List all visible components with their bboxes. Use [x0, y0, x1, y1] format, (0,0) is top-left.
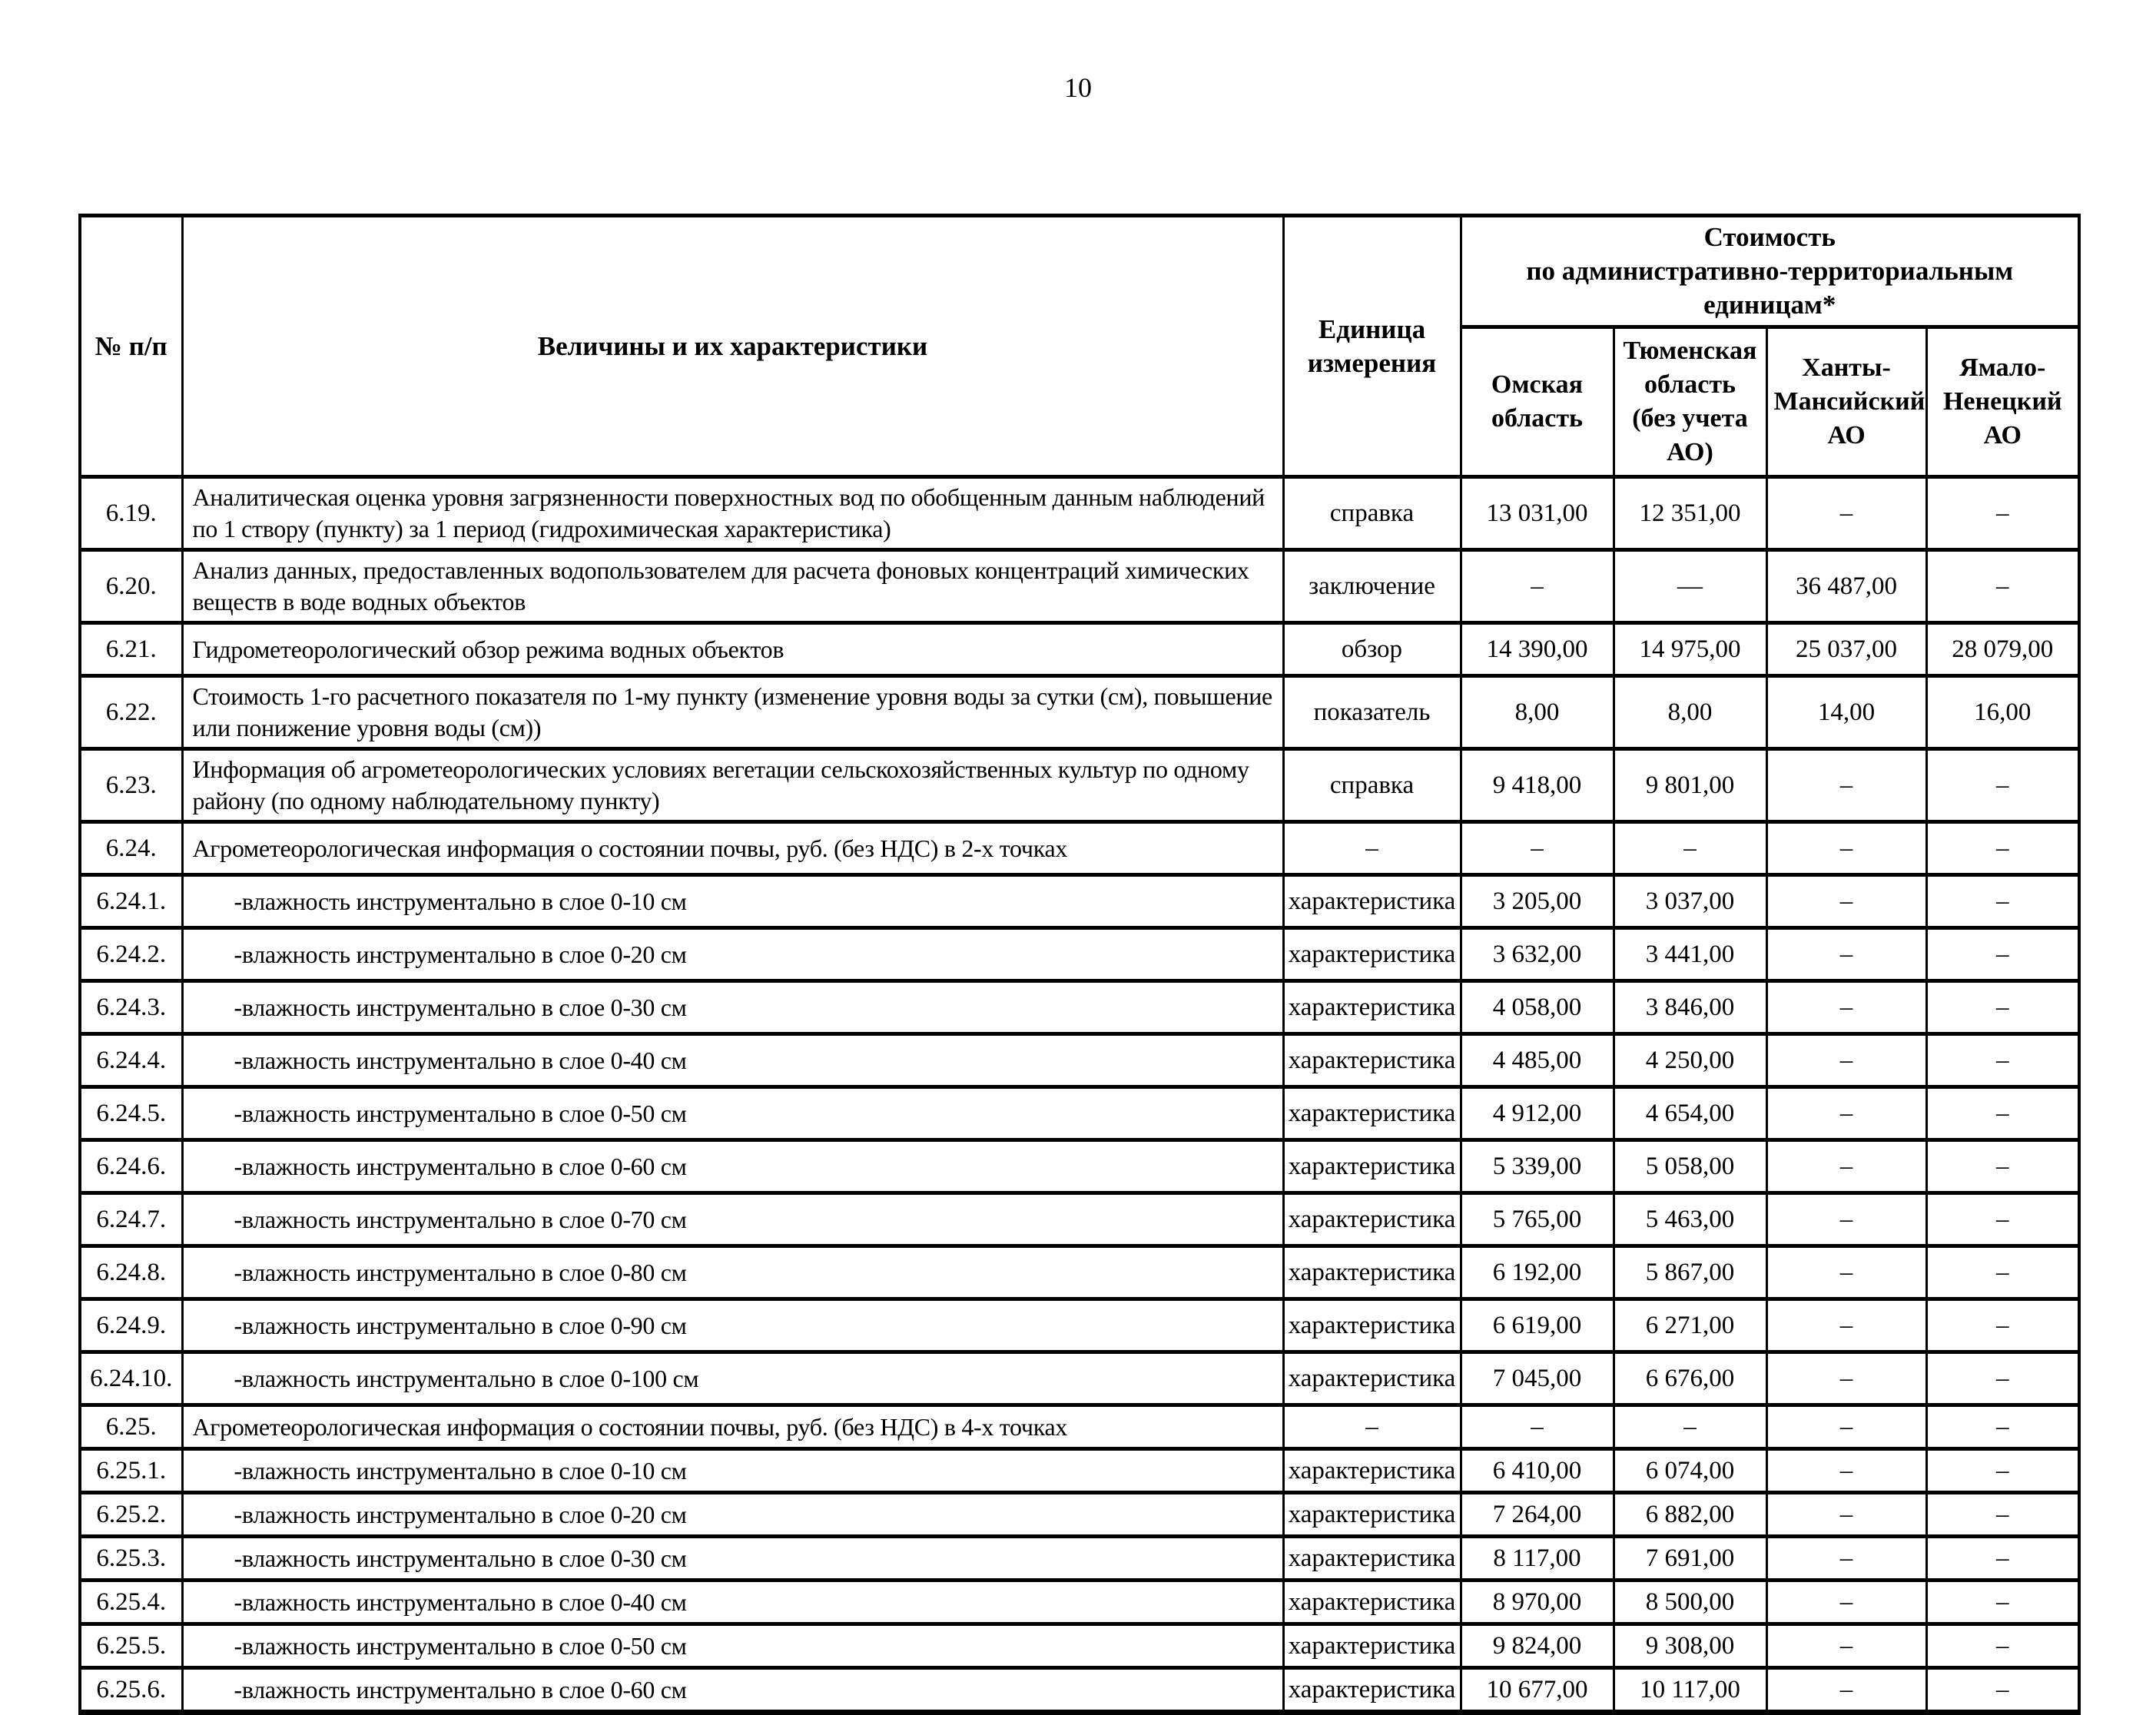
row-unit: характеристика — [1283, 1352, 1461, 1405]
row-value-omsk: 13 031,00 — [1461, 477, 1614, 550]
row-value-yamalo-nenets: – — [1926, 1352, 2079, 1405]
row-value-omsk: 6 192,00 — [1461, 1246, 1614, 1299]
row-value-yamalo-nenets: – — [1926, 1087, 2079, 1140]
row-value-yamalo-nenets: – — [1926, 875, 2079, 928]
row-value-khanty-mansi: – — [1766, 1087, 1926, 1140]
row-number: 6.24.8. — [80, 1246, 182, 1299]
row-value-tyumen: 8,00 — [1614, 676, 1766, 749]
header-cost-line1: Стоимость — [1703, 222, 1836, 252]
price-table — [78, 214, 2081, 1715]
row-number: 6.25. — [80, 1405, 182, 1449]
row-value-khanty-mansi: 14,00 — [1766, 676, 1926, 749]
table-row — [80, 1246, 2079, 1299]
row-value-khanty-mansi: – — [1766, 1537, 1926, 1581]
row-value-khanty-mansi: – — [1766, 1668, 1926, 1713]
table-row — [80, 875, 2079, 928]
row-characteristic: -влажность инструментально в слое 0-10 см — [182, 875, 1283, 928]
row-characteristic: -влажность инструментально в слое 0-50 см — [182, 1624, 1283, 1668]
row-number: 6.23. — [80, 749, 182, 822]
row-unit: обзор — [1283, 623, 1461, 676]
row-value-khanty-mansi: – — [1766, 981, 1926, 1034]
row-characteristic: Стоимость 1-го расчетного показателя по 1-му пункту (изменение уровня воды за сутки (см), повышение или понижение уровня воды (см)) — [182, 676, 1283, 749]
row-characteristic: -влажность инструментально в слое 0-40 см — [182, 1034, 1283, 1087]
header-region-tyumen: Тюменская область (без учета АО) — [1614, 327, 1766, 477]
row-unit: показатель — [1283, 676, 1461, 749]
row-value-tyumen: 4 654,00 — [1614, 1087, 1766, 1140]
header-region-yamalo-nenets: Ямало-Ненецкий АО — [1926, 327, 2079, 477]
row-value-yamalo-nenets: – — [1926, 1449, 2079, 1493]
row-value-khanty-mansi: – — [1766, 875, 1926, 928]
row-value-yamalo-nenets: – — [1926, 550, 2079, 623]
row-number: 6.25.3. — [80, 1537, 182, 1581]
row-value-yamalo-nenets: – — [1926, 822, 2079, 875]
row-number: 6.25.5. — [80, 1624, 182, 1668]
row-unit: заключение — [1283, 550, 1461, 623]
row-value-omsk: 3 632,00 — [1461, 928, 1614, 981]
row-number: 6.24.9. — [80, 1299, 182, 1352]
row-number: 6.24.2. — [80, 928, 182, 981]
row-value-tyumen: 10 117,00 — [1614, 1668, 1766, 1713]
row-value-khanty-mansi: – — [1766, 1493, 1926, 1537]
table-row — [80, 1668, 2079, 1713]
row-value-tyumen: 6 074,00 — [1614, 1449, 1766, 1493]
row-characteristic: -влажность инструментально в слое 0-10 см — [182, 1449, 1283, 1493]
row-characteristic: Информация об агрометеорологических условиях вегетации сельскохозяйственных культур по одному району (по одному наблюдательному пункту) — [182, 749, 1283, 822]
row-value-tyumen: 5 058,00 — [1614, 1140, 1766, 1193]
row-value-tyumen: — — [1614, 550, 1766, 623]
row-value-tyumen: 5 463,00 — [1614, 1193, 1766, 1246]
row-unit: характеристика — [1283, 1668, 1461, 1713]
row-value-khanty-mansi: – — [1766, 1140, 1926, 1193]
row-characteristic: Аналитическая оценка уровня загрязненности поверхностных вод по обобщенным данным наблюдений по 1 створу (пункту) за 1 период (гидрохимическая характеристика) — [182, 477, 1283, 550]
row-value-omsk: 4 058,00 — [1461, 981, 1614, 1034]
row-characteristic: -влажность инструментально в слое 0-50 см — [182, 1087, 1283, 1140]
header-row-top — [80, 216, 2079, 327]
row-value-yamalo-nenets: – — [1926, 1537, 2079, 1581]
row-value-yamalo-nenets: – — [1926, 749, 2079, 822]
row-value-tyumen: 3 846,00 — [1614, 981, 1766, 1034]
row-number: 6.21. — [80, 623, 182, 676]
row-value-omsk: 9 418,00 — [1461, 749, 1614, 822]
row-value-tyumen: 5 867,00 — [1614, 1246, 1766, 1299]
table-row — [80, 1352, 2079, 1405]
row-value-khanty-mansi: – — [1766, 1405, 1926, 1449]
row-number: 6.25.2. — [80, 1493, 182, 1537]
row-value-omsk: – — [1461, 822, 1614, 875]
header-characteristics: Величины и их характеристики — [182, 216, 1283, 477]
table-row — [80, 822, 2079, 875]
row-value-yamalo-nenets: 16,00 — [1926, 676, 2079, 749]
row-value-khanty-mansi: 36 487,00 — [1766, 550, 1926, 623]
header-region-khanty-mansi: Ханты-Мансийский АО — [1766, 327, 1926, 477]
row-value-yamalo-nenets: – — [1926, 1246, 2079, 1299]
header-unit: Единица измерения — [1283, 216, 1461, 477]
row-value-tyumen: 6 271,00 — [1614, 1299, 1766, 1352]
row-characteristic: -влажность инструментально в слое 0-90 см — [182, 1299, 1283, 1352]
table-row — [80, 1449, 2079, 1493]
row-value-tyumen: 9 801,00 — [1614, 749, 1766, 822]
row-number: 6.24.7. — [80, 1193, 182, 1246]
row-value-tyumen: – — [1614, 1405, 1766, 1449]
row-unit: – — [1283, 822, 1461, 875]
row-number: 6.24.10. — [80, 1352, 182, 1405]
table-header — [80, 216, 2079, 477]
row-value-yamalo-nenets: – — [1926, 1034, 2079, 1087]
row-unit: характеристика — [1283, 1193, 1461, 1246]
row-value-khanty-mansi: – — [1766, 1193, 1926, 1246]
row-value-tyumen: 6 882,00 — [1614, 1493, 1766, 1537]
row-number: 6.25.1. — [80, 1449, 182, 1493]
table-row — [80, 1140, 2079, 1193]
table-row — [80, 1405, 2079, 1449]
table-row — [80, 749, 2079, 822]
row-number: 6.24.3. — [80, 981, 182, 1034]
table-row — [80, 550, 2079, 623]
row-unit: характеристика — [1283, 1246, 1461, 1299]
row-unit: характеристика — [1283, 1087, 1461, 1140]
row-characteristic: -влажность инструментально в слое 0-20 см — [182, 1493, 1283, 1537]
row-unit: характеристика — [1283, 1537, 1461, 1581]
row-unit: характеристика — [1283, 1581, 1461, 1624]
table-row — [80, 477, 2079, 550]
table-row — [80, 1299, 2079, 1352]
row-value-omsk: 10 677,00 — [1461, 1668, 1614, 1713]
header-cost-line2: по административно-территориальным единицам* — [1526, 256, 2014, 320]
row-value-khanty-mansi: – — [1766, 749, 1926, 822]
row-unit: характеристика — [1283, 1449, 1461, 1493]
row-value-yamalo-nenets: – — [1926, 1668, 2079, 1713]
table-row — [80, 1581, 2079, 1624]
row-unit: характеристика — [1283, 1624, 1461, 1668]
row-value-omsk: 6 410,00 — [1461, 1449, 1614, 1493]
row-value-khanty-mansi: – — [1766, 822, 1926, 875]
row-value-tyumen: 12 351,00 — [1614, 477, 1766, 550]
page-number: 10 — [1064, 72, 1092, 103]
row-characteristic: Агрометеорологическая информация о состоянии почвы, руб. (без НДС) в 4-х точках — [182, 1405, 1283, 1449]
row-value-khanty-mansi: – — [1766, 1034, 1926, 1087]
row-characteristic: -влажность инструментально в слое 0-30 см — [182, 1537, 1283, 1581]
row-value-yamalo-nenets: – — [1926, 1581, 2079, 1624]
row-value-omsk: 6 619,00 — [1461, 1299, 1614, 1352]
row-characteristic: -влажность инструментально в слое 0-80 см — [182, 1246, 1283, 1299]
row-value-tyumen: 8 500,00 — [1614, 1581, 1766, 1624]
table-row — [80, 676, 2079, 749]
row-value-omsk: – — [1461, 1405, 1614, 1449]
table-body — [80, 477, 2079, 1713]
row-value-yamalo-nenets: – — [1926, 1405, 2079, 1449]
row-unit: справка — [1283, 477, 1461, 550]
row-value-omsk: 14 390,00 — [1461, 623, 1614, 676]
row-value-tyumen: 4 250,00 — [1614, 1034, 1766, 1087]
row-characteristic: -влажность инструментально в слое 0-20 см — [182, 928, 1283, 981]
row-number: 6.24.4. — [80, 1034, 182, 1087]
row-unit: характеристика — [1283, 1034, 1461, 1087]
row-unit: характеристика — [1283, 1299, 1461, 1352]
row-characteristic: -влажность инструментально в слое 0-30 см — [182, 981, 1283, 1034]
table-row — [80, 623, 2079, 676]
row-characteristic: -влажность инструментально в слое 0-100 см — [182, 1352, 1283, 1405]
row-characteristic: Анализ данных, предоставленных водопользователем для расчета фоновых концентраций химических веществ в воде водных объектов — [182, 550, 1283, 623]
row-unit: справка — [1283, 749, 1461, 822]
row-value-omsk: 8 970,00 — [1461, 1581, 1614, 1624]
row-characteristic: -влажность инструментально в слое 0-60 см — [182, 1668, 1283, 1713]
row-number: 6.22. — [80, 676, 182, 749]
row-value-tyumen: 3 037,00 — [1614, 875, 1766, 928]
header-region-omsk: Омская область — [1461, 327, 1614, 477]
row-value-yamalo-nenets: – — [1926, 928, 2079, 981]
row-value-yamalo-nenets: – — [1926, 1299, 2079, 1352]
table-row — [80, 928, 2079, 981]
row-number: 6.20. — [80, 550, 182, 623]
row-value-omsk: 5 339,00 — [1461, 1140, 1614, 1193]
row-value-yamalo-nenets: – — [1926, 1493, 2079, 1537]
row-value-omsk: 8 117,00 — [1461, 1537, 1614, 1581]
row-unit: – — [1283, 1405, 1461, 1449]
row-number: 6.24.6. — [80, 1140, 182, 1193]
header-cost — [1461, 216, 2079, 327]
row-number: 6.25.6. — [80, 1668, 182, 1713]
row-value-yamalo-nenets: – — [1926, 477, 2079, 550]
table-row — [80, 1624, 2079, 1668]
row-value-omsk: 7 264,00 — [1461, 1493, 1614, 1537]
row-characteristic: Гидрометеорологический обзор режима водных объектов — [182, 623, 1283, 676]
header-num: № п/п — [80, 216, 182, 477]
row-characteristic: -влажность инструментально в слое 0-60 см — [182, 1140, 1283, 1193]
row-value-omsk: 8,00 — [1461, 676, 1614, 749]
row-value-omsk: 7 045,00 — [1461, 1352, 1614, 1405]
row-value-yamalo-nenets: 28 079,00 — [1926, 623, 2079, 676]
row-value-omsk: 4 485,00 — [1461, 1034, 1614, 1087]
row-characteristic: -влажность инструментально в слое 0-70 см — [182, 1193, 1283, 1246]
row-value-khanty-mansi: – — [1766, 928, 1926, 981]
row-value-khanty-mansi: – — [1766, 1299, 1926, 1352]
row-value-khanty-mansi: – — [1766, 477, 1926, 550]
row-value-khanty-mansi: – — [1766, 1352, 1926, 1405]
row-value-khanty-mansi: – — [1766, 1581, 1926, 1624]
row-value-tyumen: 14 975,00 — [1614, 623, 1766, 676]
row-value-tyumen: 3 441,00 — [1614, 928, 1766, 981]
row-characteristic: Агрометеорологическая информация о состоянии почвы, руб. (без НДС) в 2-х точках — [182, 822, 1283, 875]
row-value-tyumen: 7 691,00 — [1614, 1537, 1766, 1581]
row-characteristic: -влажность инструментально в слое 0-40 см — [182, 1581, 1283, 1624]
row-value-yamalo-nenets: – — [1926, 1624, 2079, 1668]
row-number: 6.25.4. — [80, 1581, 182, 1624]
row-value-omsk: 9 824,00 — [1461, 1624, 1614, 1668]
row-unit: характеристика — [1283, 928, 1461, 981]
row-value-omsk: – — [1461, 550, 1614, 623]
row-unit: характеристика — [1283, 981, 1461, 1034]
row-value-tyumen: 9 308,00 — [1614, 1624, 1766, 1668]
table-row — [80, 981, 2079, 1034]
row-value-khanty-mansi: 25 037,00 — [1766, 623, 1926, 676]
row-value-tyumen: – — [1614, 822, 1766, 875]
table-row — [80, 1493, 2079, 1537]
row-number: 6.19. — [80, 477, 182, 550]
row-unit: характеристика — [1283, 1140, 1461, 1193]
row-unit: характеристика — [1283, 875, 1461, 928]
table-row — [80, 1193, 2079, 1246]
row-value-khanty-mansi: – — [1766, 1449, 1926, 1493]
row-value-khanty-mansi: – — [1766, 1624, 1926, 1668]
row-value-omsk: 3 205,00 — [1461, 875, 1614, 928]
row-value-omsk: 5 765,00 — [1461, 1193, 1614, 1246]
row-value-khanty-mansi: – — [1766, 1246, 1926, 1299]
table-row — [80, 1034, 2079, 1087]
table-row — [80, 1087, 2079, 1140]
row-value-yamalo-nenets: – — [1926, 981, 2079, 1034]
row-value-yamalo-nenets: – — [1926, 1140, 2079, 1193]
row-value-tyumen: 6 676,00 — [1614, 1352, 1766, 1405]
row-unit: характеристика — [1283, 1493, 1461, 1537]
row-number: 6.24.1. — [80, 875, 182, 928]
row-number: 6.24.5. — [80, 1087, 182, 1140]
row-number: 6.24. — [80, 822, 182, 875]
row-value-yamalo-nenets: – — [1926, 1193, 2079, 1246]
table-row — [80, 1537, 2079, 1581]
row-value-omsk: 4 912,00 — [1461, 1087, 1614, 1140]
